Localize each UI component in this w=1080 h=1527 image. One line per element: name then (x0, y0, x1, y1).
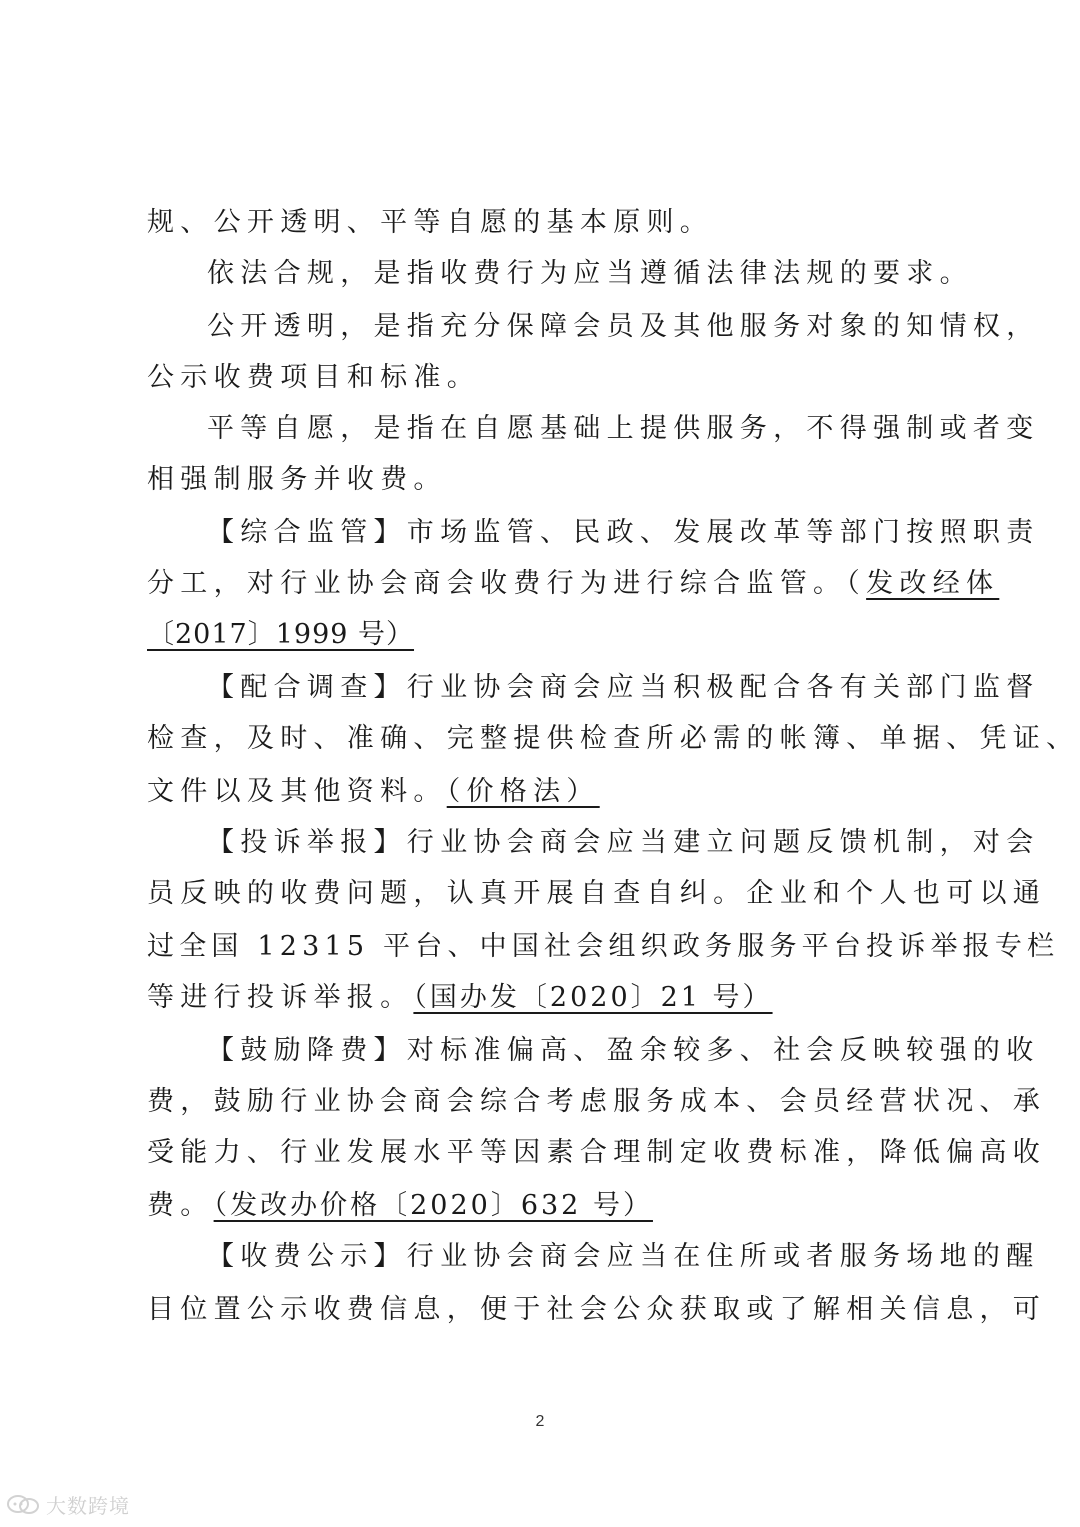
text-line: 费，鼓励行业协会商会综合考虑服务成本、会员经营状况、承 (147, 1086, 1047, 1117)
text-line: 费。（发改办价格〔2020〕632 号） (147, 1190, 653, 1221)
text-line: 【收费公示】行业协会商会应当在住所或者服务场地的醒 (207, 1241, 1040, 1272)
page-number: 2 (535, 1413, 545, 1430)
chat-bubble-icon (6, 1493, 40, 1517)
citation-reference: （价格法） (446, 776, 600, 807)
text-line: 检查，及时、准确、完整提供检查所必需的帐簿、单据、凭证、 (147, 723, 1080, 754)
text-line: 文件以及其他资料。（价格法） (147, 776, 600, 807)
watermark (6, 1490, 130, 1519)
citation-reference: 发改经体 (866, 568, 1000, 599)
text-line (147, 617, 937, 653)
text-line: 目位置公示收费信息，便于社会公众获取或了解相关信息，可 (147, 1294, 1047, 1325)
text-line: 过全国 12315 平台、中国社会组织政务服务平台投诉举报专栏 (147, 931, 1060, 962)
text-line: 【配合调查】行业协会商会应当积极配合各有关部门监督 (207, 672, 1040, 703)
text-line: 公示收费项目和标准。 (147, 362, 480, 393)
watermark-text: 大数跨境 (46, 1494, 130, 1518)
text-line: 受能力、行业发展水平等因素合理制定收费标准，降低偏高收 (147, 1137, 1047, 1168)
text-line: 相强制服务并收费。 (147, 464, 447, 495)
citation-reference: 〔2017〕1999 号） (147, 619, 415, 650)
text-line: 等进行投诉举报。（国办发〔2020〕21 号） (147, 982, 773, 1013)
text-line: 规、公开透明、平等自愿的基本原则。 (147, 207, 714, 238)
text-line: 公开透明，是指充分保障会员及其他服务对象的知情权， (207, 311, 1040, 342)
citation-reference: （国办发〔2020〕21 号） (413, 982, 773, 1013)
text-line: 依法合规，是指收费行为应当遵循法律法规的要求。 (207, 258, 973, 289)
text-line: 员反映的收费问题，认真开展自查自纠。企业和个人也可以通 (147, 878, 1047, 909)
text-line: 【投诉举报】行业协会商会应当建立问题反馈机制，对会 (207, 827, 1040, 858)
text-line: 【鼓励降费】对标准偏高、盈余较多、社会反映较强的收 (207, 1035, 1040, 1066)
text-line: 分工，对行业协会商会收费行为进行综合监管。（发改经体 (147, 568, 1000, 599)
citation-reference: （发改办价格〔2020〕632 号） (213, 1190, 653, 1221)
text-line: 平等自愿，是指在自愿基础上提供服务，不得强制或者变 (207, 413, 1040, 444)
text-line: 【综合监管】市场监管、民政、发展改革等部门按照职责 (207, 517, 1040, 548)
